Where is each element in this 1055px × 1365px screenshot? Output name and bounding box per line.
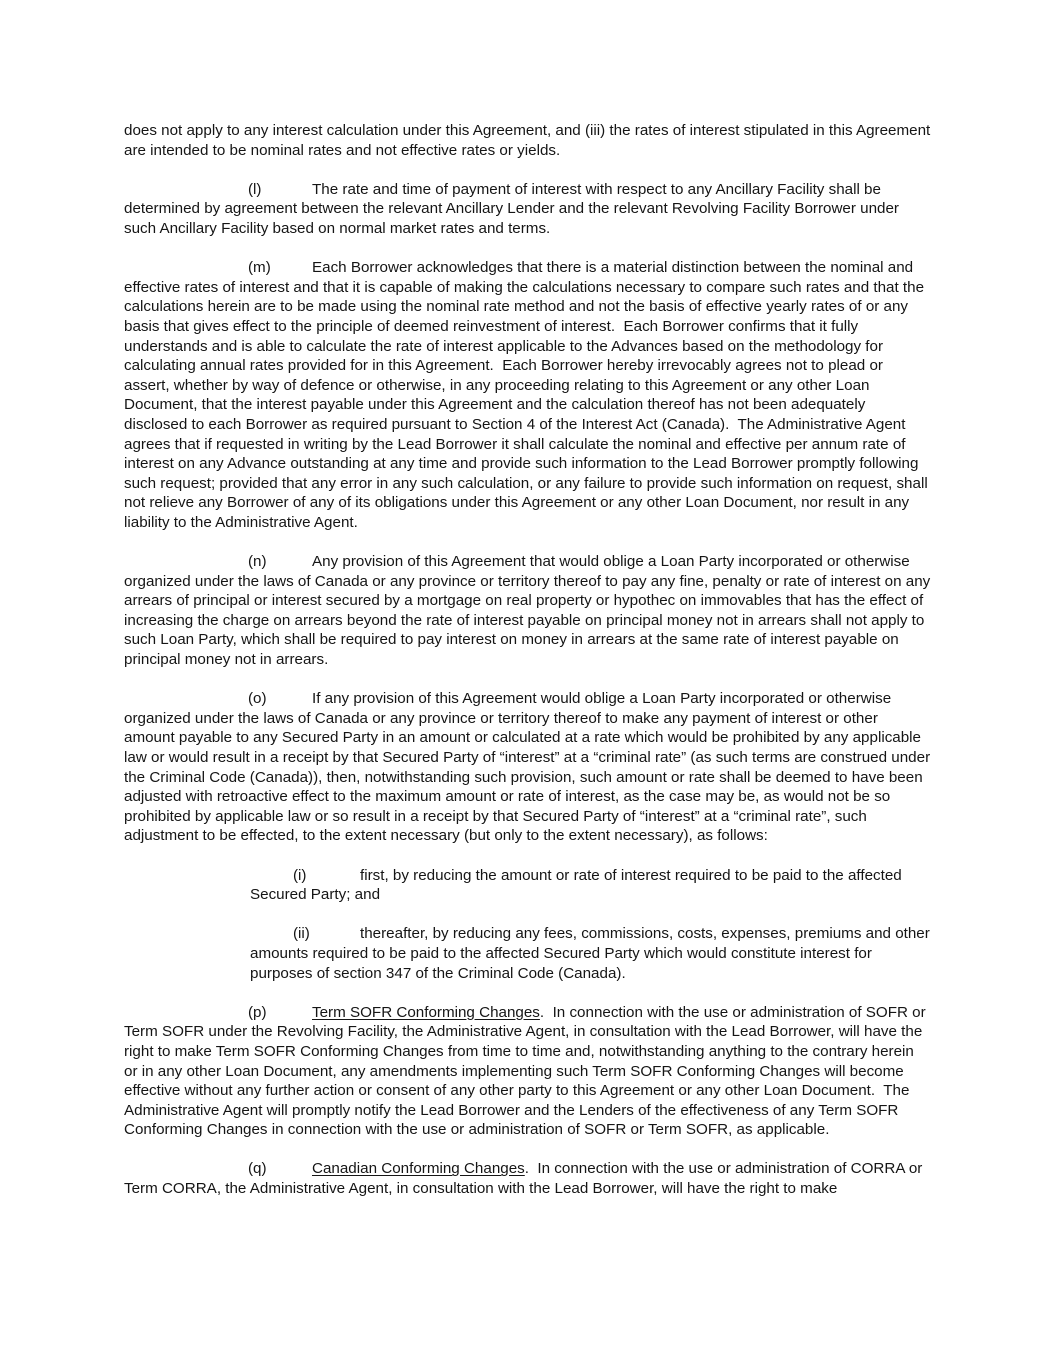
paragraph-ii: (ii) thereafter, by reducing any fees, commissions, costs, expenses, premiums and other amounts required to be paid to the affected Secured Party which would constitute interest for purposes of section 347 of the Criminal Code (Canada).	[250, 925, 935, 982]
clause-marker: (ii)	[293, 925, 310, 943]
first-line-indent	[124, 193, 248, 194]
first-line-indent	[124, 1016, 248, 1017]
paragraph-continuation: does not apply to any interest calculation under this Agreement, and (iii) the rates of interest stipulated in this Agreement are intended to be nominal rates and not effective rates or yields.	[124, 122, 935, 159]
first-line-indent	[250, 937, 293, 938]
paragraph-n: (n) Any provision of this Agreement that would oblige a Loan Party incorporated or otherwise organized under the laws of Canada or any province or territory thereof to pay any fine, penalty or rate of interest on any arrears of principal or interest secured by a mortgage on real property or hypothec on immovables that has the effect of increasing the charge on arrears beyond the rate of interest payable on principal money not in arrears shall not apply to such Loan Party, which shall be required to pay interest on money in arrears at the same rate of interest payable on principal money not in arrears.	[124, 553, 935, 669]
paragraph-o: (o) If any provision of this Agreement would oblige a Loan Party incorporated or otherwise organized under the laws of Canada or any province or territory thereof to make any payment of interest or other amount payable to any Secured Party in an amount or calculated at a rate which would be prohibited by any applicable law or would result in a receipt by that Secured Party of “interest” at a “criminal rate” (as such terms are construed under the Criminal Code (Canada)), then, notwithstanding such provision, such amount or rate shall be deemed to have been adjusted with retroactive effect to the maximum amount or rate of interest, as the case may be, as would not be so prohibited by applicable law or so result in a receipt by that Secured Party of “interest” at a “criminal rate”, such adjustment to be effected, to the extent necessary (but only to the extent necessary), as follows:	[124, 690, 935, 845]
first-line-indent	[124, 271, 248, 272]
paragraph-q: (q) Canadian Conforming Changes. In connection with the use or administration of CORRA or Term CORRA, the Administrative Agent, in consultation with the Lead Borrower, will have the right to make	[124, 1160, 927, 1198]
paragraph-l: (l) The rate and time of payment of interest with respect to any Ancillary Facility shall be determined by agreement between the relevant Ancillary Lender and the relevant Revolving Facility Borrower under such Ancillary Facility based on normal market rates and terms.	[124, 180, 904, 237]
clause-marker: (o)	[248, 690, 267, 708]
paragraph-m: (m) Each Borrower acknowledges that there is a material distinction between the nominal and effective rates of interest and that it is capable of making the calculations necessary to compare such rates and that the calculations herein are to be made using the nominal rate method and not the basis of effective yearly rates of or any basis that gives effect to the principle of deemed reinvestment of interest. Each Borrower confirms that it fully understands and is able to calculate the rate of interest applicable to the Advances based on the methodology for calculating annual rates provided for in this Agreement. Each Borrower hereby irrevocably agrees not to plead or assert, whether by way of defence or otherwise, in any proceeding relating to this Agreement or any other Loan Document, that the interest payable under this Agreement and the calculation thereof has not been adequately disclosed to each Borrower as required pursuant to Section 4 of the Interest Act (Canada). The Administrative Agent agrees that if requested in writing by the Lead Borrower it shall calculate the nominal and effective per annum rate of interest on any Advance outstanding at any time and provide such information to the Lead Borrower promptly following such request; provided that any error in any such calculation, or any failure to provide such information on request, shall not relieve any Borrower of any of its obligations under this Agreement or any other Loan Document, nor result in any liability to the Administrative Agent.	[124, 259, 932, 531]
paragraph-p: (p) Term SOFR Conforming Changes. In connection with the use or administration of SOFR or Term SOFR under the Revolving Facility, the Administrative Agent, in consultation with the Lead Borrower, will have the right to make Term SOFR Conforming Changes from time to time and, notwithstanding anything to the contrary herein or in any other Loan Document, any amendments implementing such Term SOFR Conforming Changes will become effective without any further action or consent of any other party to this Agreement or any other Loan Document. The Administrative Agent will promptly notify the Lead Borrower and the Lenders of the effectiveness of any Term SOFR Conforming Changes in connection with the use or administration of SOFR or Term SOFR, as applicable.	[124, 1003, 930, 1139]
clause-marker: (p)	[248, 1003, 267, 1021]
first-line-indent	[124, 565, 248, 566]
clause-heading-underlined: Term SOFR Conforming Changes	[312, 1003, 540, 1021]
clause-marker: (l)	[248, 180, 262, 198]
first-line-indent	[124, 1172, 248, 1173]
first-line-indent	[124, 702, 248, 703]
first-line-indent	[250, 879, 293, 880]
clause-heading-underlined: Canadian Conforming Changes	[312, 1160, 525, 1178]
clause-marker: (n)	[248, 553, 267, 571]
paragraph-i: (i) first, by reducing the amount or rate of interest required to be paid to the affected Secured Party; and	[250, 866, 906, 904]
clause-marker: (q)	[248, 1160, 267, 1178]
clause-marker: (m)	[248, 259, 271, 277]
clause-marker: (i)	[293, 866, 307, 884]
